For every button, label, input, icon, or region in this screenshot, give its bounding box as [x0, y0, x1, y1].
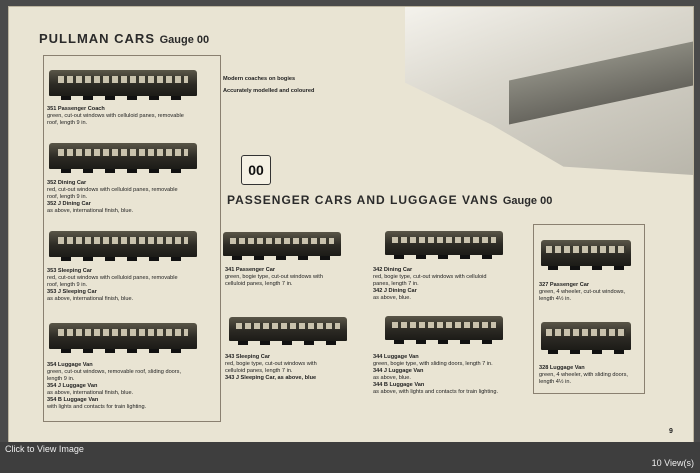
car-image-353: [49, 231, 197, 257]
page-number: 9: [669, 428, 673, 435]
car-image-352: [49, 143, 197, 169]
car-image-354: [49, 323, 197, 349]
view-image-link[interactable]: Click to View Image: [5, 444, 84, 454]
car-image-351: [49, 70, 197, 96]
item-342: 342 Dining Car red, bogie type, cut-out windows with celluloid panes, length 7 in. 342 J Dining Car as above, blue.: [373, 267, 487, 301]
item-341: 341 Passenger Car green, bogie type, cut-out windows with celluloid panes, length 7 in.: [225, 267, 323, 287]
car-image-341: [223, 232, 341, 256]
car-image-343: [229, 317, 347, 341]
item-354: 354 Luggage Van green, cut-out windows, removable roof, sliding doors, length 9 in. 354 J Luggage Van as above, international finish, blue. 354 B Luggage Van with lights and contacts for train lighting.: [47, 362, 182, 410]
item-353: 353 Sleeping Car red, cut-out windows with celluloid panes, removable roof, length 9 in. 353 J Sleeping Car as above, international finish, blue.: [47, 268, 178, 302]
gauge-code-badge: 00: [241, 155, 271, 185]
tagline: Modern coaches on bogies Accurately modelled and coloured: [223, 76, 315, 94]
status-bar: [0, 442, 700, 473]
car-image-327: [541, 240, 631, 266]
car-image-344: [385, 316, 503, 340]
item-328: 328 Luggage Van green, 4 wheeler, with sliding doors, length 4½ in.: [539, 365, 628, 385]
item-352: 352 Dining Car red, cut-out windows with celluloid panes, removable roof, length 9 in. 352 J Dining Car as above, international finish, blue.: [47, 180, 178, 214]
pullman-title: PULLMAN CARS Gauge 00: [39, 31, 210, 46]
view-count: 10 View(s): [651, 458, 694, 468]
catalog-page[interactable]: [8, 6, 694, 444]
car-image-342: [385, 231, 503, 255]
passenger-title: PASSENGER CARS AND LUGGAGE VANS Gauge 00: [227, 193, 553, 207]
item-327: 327 Passenger Car green, 4 wheeler, cut-out windows, length 4½ in.: [539, 282, 626, 302]
item-343: 343 Sleeping Car red, bogie type, cut-out windows with celluloid panes, length 7 in. 343 J Sleeping Car, as above, blue: [225, 354, 317, 381]
car-image-328: [541, 322, 631, 350]
item-344: 344 Luggage Van green, bogie type, with sliding doors, length 7 in. 344 J Luggage Van as above, blue. 344 B Luggage Van as above, with lights and contacts for train lighting.: [373, 354, 498, 395]
item-351: 351 Passenger Coach green, cut-out windows with celluloid panes, removable roof, length 9 in.: [47, 106, 184, 126]
